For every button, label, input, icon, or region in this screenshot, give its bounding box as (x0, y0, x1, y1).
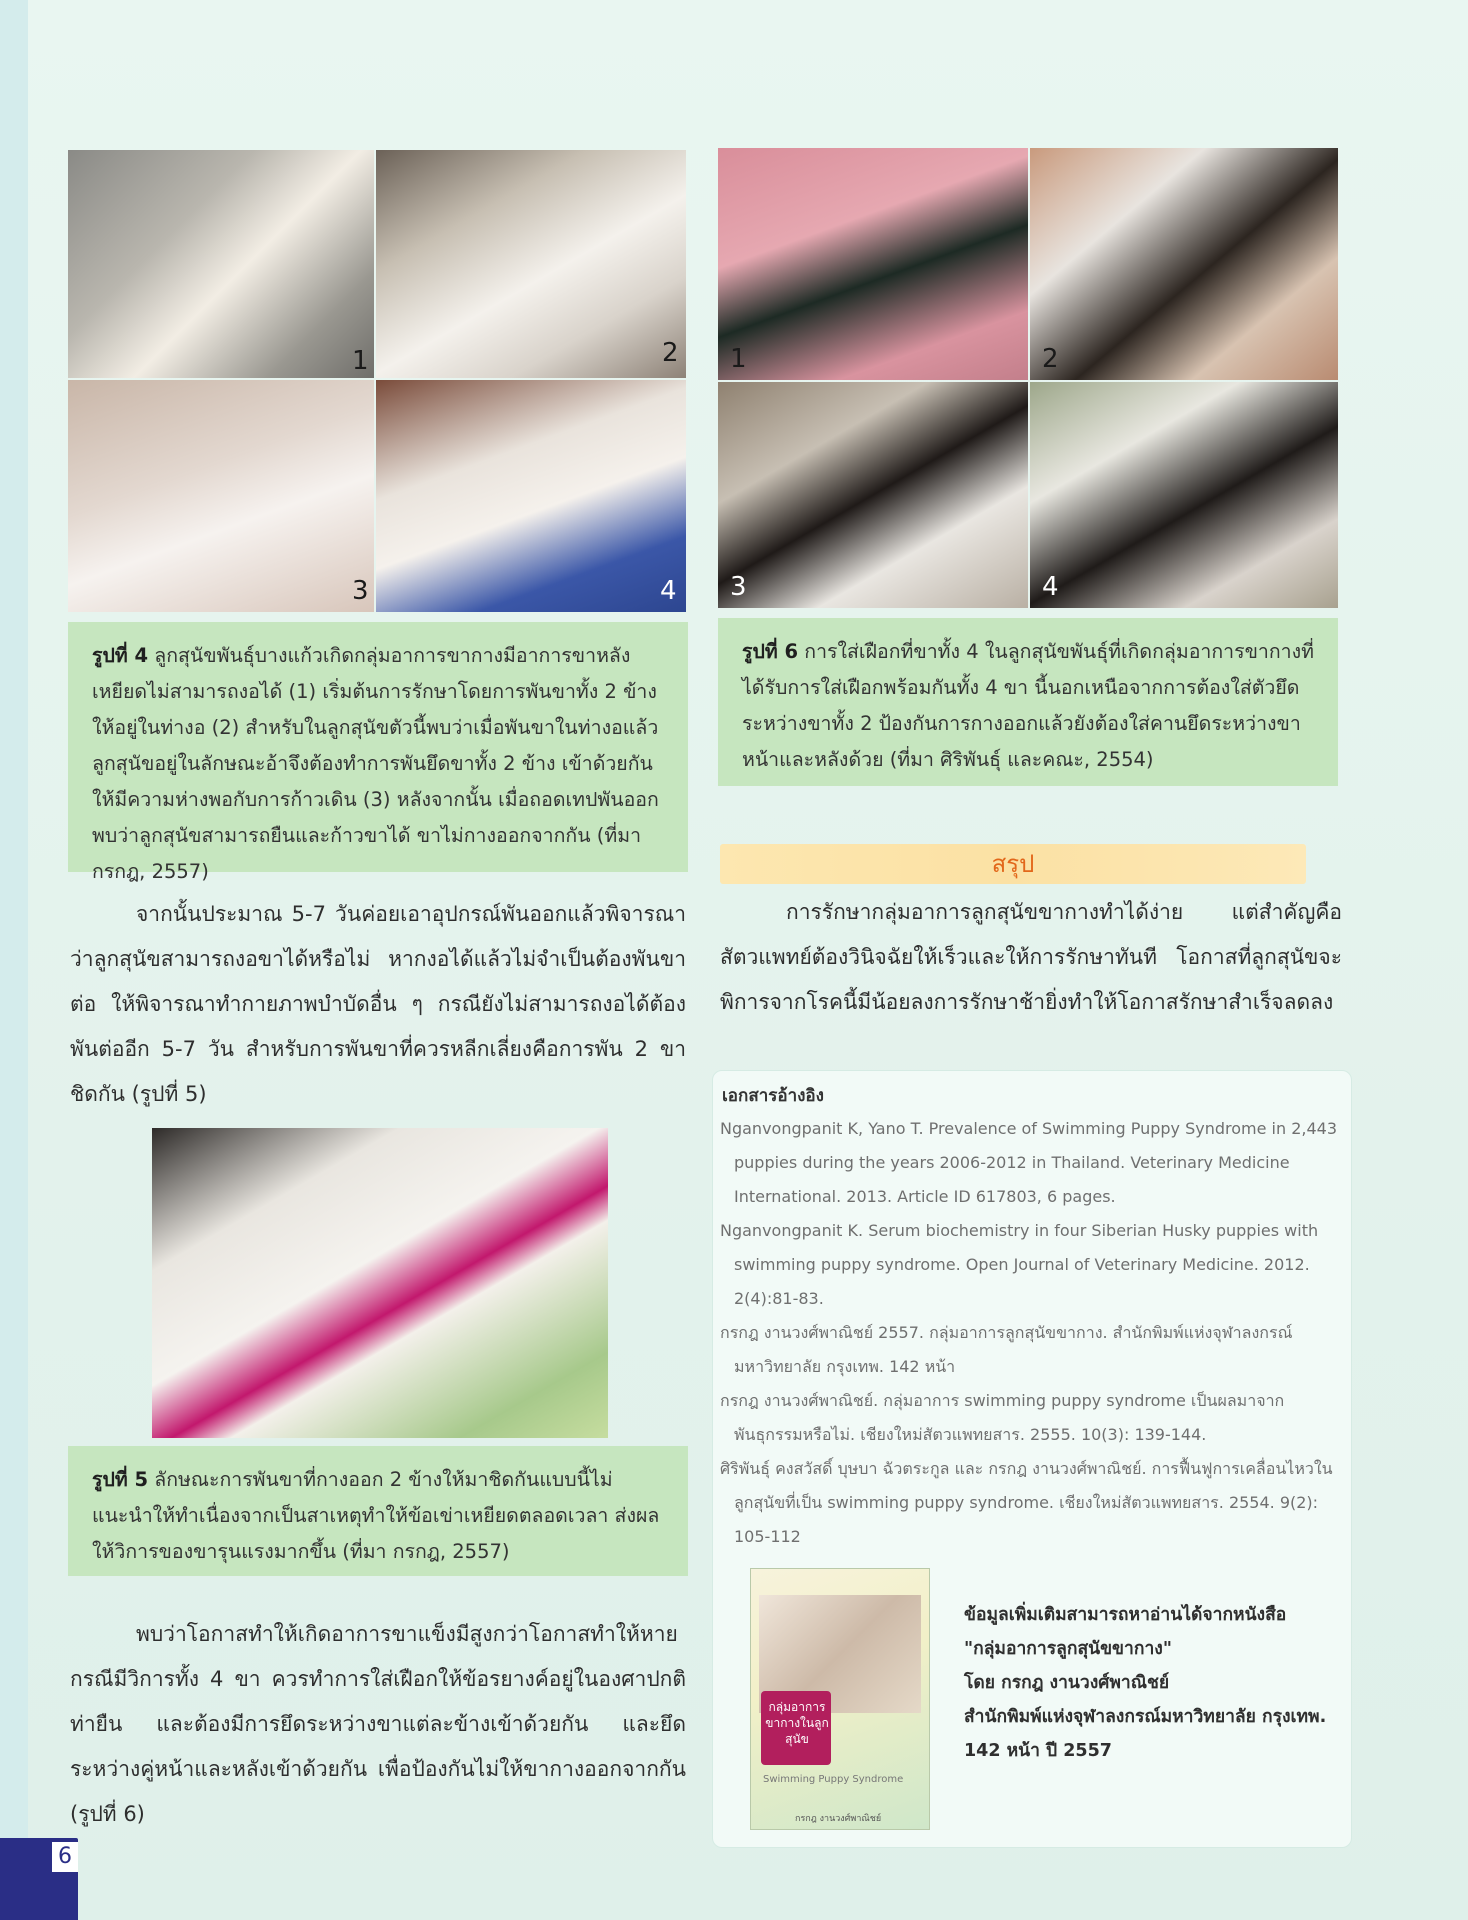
figure4-photo-4 (376, 380, 686, 612)
figure4-photo-1 (68, 150, 374, 378)
book-cover (750, 1568, 930, 1830)
page-number: 6 (52, 1842, 78, 1872)
figure5-caption-text: ลักษณะการพันขาที่กางออก 2 ข้างให้มาชิดกันแบบนี้ไม่แนะนำให้ทำเนื่องจากเป็นสาเหตุทำให้ข้อเข่าเหยียดตลอดเวลา ส่งผลให้วิการของขารุนแรงมากขึ้น (ที่มา กรกฎ, 2557) (92, 1468, 660, 1563)
book-cover-author: กรกฎ งานวงศ์พาณิชย์ (795, 1814, 882, 1824)
summary-heading: สรุป (720, 844, 1306, 884)
book-info-line: 142 หน้า ปี 2557 (964, 1741, 1112, 1761)
figure4-label-1: 1 (352, 346, 369, 376)
book-info-line: สำนักพิมพ์แห่งจุฬาลงกรณ์มหาวิทยาลัย กรุงเทพ. (964, 1707, 1327, 1727)
figure4-label-3: 3 (352, 576, 369, 606)
body-paragraph-2 (70, 1612, 686, 1837)
summary-paragraph (720, 890, 1342, 1025)
figure4-photo-3 (68, 380, 374, 612)
figure4-caption (68, 622, 688, 883)
figure6-photo-4 (1030, 382, 1338, 608)
book-info-line: "กลุ่มอาการลูกสุนัขขากาง" (964, 1639, 1172, 1659)
summary-text: การรักษากลุ่มอาการลูกสุนัขขากางทำได้ง่าย แต่สำคัญคือสัตวแพทย์ต้องวินิจฉัยให้เร็วและให้การรักษาทันที โอกาสที่ลูกสุนัขจะพิการจากโรคนี้มีน้อยลงการรักษาช้ายิ่งทำให้โอกาสรักษาสำเร็จลดลง (720, 900, 1342, 1014)
book-info-line: ข้อมูลเพิ่มเติมสามารถหาอ่านได้จากหนังสือ (964, 1605, 1287, 1625)
figure6-caption (718, 618, 1338, 786)
reference-item: ศิริพันธุ์ คงสวัสดิ์ บุษบา ฉัวตระกูล และ กรกฎ งานวงศ์พาณิชย์. การฟื้นฟูการเคลื่อนไหวในลูกสุนัขที่เป็น swimming puppy syndrome. เชียงใหม่สัตวแพทยสาร. 2554. 9(2): 105-112 (720, 1459, 1333, 1546)
book-info-line: โดย กรกฎ งานวงศ์พาณิชย์ (964, 1673, 1170, 1693)
figure5-photo (152, 1128, 608, 1438)
body-paragraph-1 (70, 892, 686, 1117)
reference-item: Nganvongpanit K, Yano T. Prevalence of Swimming Puppy Syndrome in 2,443 puppies during the years 2006-2012 in Thailand. Veterinary Medicine International. 2013. Article ID 617803, 6 pages. (720, 1119, 1337, 1206)
book-cover-title: กลุ่มอาการขากางในลูกสุนัข (765, 1700, 829, 1746)
references-title: เอกสารอ้างอิง (722, 1086, 824, 1106)
figure6-caption-lead: รูปที่ 6 (742, 640, 799, 663)
figure4-caption-text: ลูกสุนัขพันธุ์บางแก้วเกิดกลุ่มอาการขากางมีอาการขาหลังเหยียดไม่สามารถงอได้ (1) เริ่มต้นการรักษาโดยการพันขาทั้ง 2 ข้าง ให้อยู่ในท่างอ (2) สำหรับในลูกสุนัขตัวนี้พบว่าเมื่อพันขาในท่างอแล้ว ลูกสุนัขอยู่ในลักษณะอ้าจึงต้องทำการพันยึดขาทั้ง 2 ข้าง เข้าด้วยกัน ให้มีความห่างพอกับการก้าวเดิน (3) หลังจากนั้น เมื่อถอดเทปพันออกพบว่าลูกสุนัขสามารถยืนและก้าวขาได้ ขาไม่กางออกจากกัน (ที่มา กรกฎ, 2557) (92, 644, 659, 883)
references-list (720, 1112, 1342, 1554)
figure4-photo-2 (376, 150, 686, 378)
figure6-photo-3 (718, 382, 1028, 608)
figure6-label-2: 2 (1042, 344, 1059, 374)
figure4-caption-lead: รูปที่ 4 (92, 644, 149, 667)
figure6-label-1: 1 (730, 344, 747, 374)
figure5-caption (68, 1446, 688, 1576)
figure6-caption-text: การใส่เฝือกที่ขาทั้ง 4 ในลูกสุนัขพันธุ์ที่เกิดกลุ่มอาการขากางที่ได้รับการใส่เฝือกพร้อมกันทั้ง 4 ขา นี้นอกเหนือจากการต้องใส่ตัวยึดระหว่างขาทั้ง 2 ป้องกันการกางออกแล้วยังต้องใส่คานยึดระหว่างขาหน้าและหลังด้วย (ที่มา ศิริพันธุ์ และคณะ, 2554) (742, 640, 1314, 771)
figure6-label-3: 3 (730, 572, 747, 602)
figure6-photo-1 (718, 148, 1028, 380)
reference-item: กรกฎ งานวงศ์พาณิชย์. กลุ่มอาการ swimming puppy syndrome เป็นผลมาจากพันธุกรรมหรือไม่. เชียงใหม่สัตวแพทยสาร. 2555. 10(3): 139-144. (720, 1391, 1285, 1444)
figure4-label-2: 2 (662, 338, 679, 368)
figure6-label-4: 4 (1042, 572, 1059, 602)
book-info (964, 1598, 1334, 1768)
left-margin-bar (0, 0, 28, 1920)
body-paragraph-2-text: พบว่าโอกาสทำให้เกิดอาการขาแข็งมีสูงกว่าโอกาสทำให้หายกรณีมีวิการทั้ง 4 ขา ควรทำการใส่เฝือกให้ข้อรยางค์อยู่ในองศาปกติท่ายืน และต้องมีการยึดระหว่างขาแต่ละข้างเข้าด้วยกัน และยึดระหว่างคู่หน้าและหลังเข้าด้วยกัน เพื่อป้องกันไม่ให้ขากางออกจากกัน (รูปที่ 6) (70, 1622, 686, 1826)
figure4-label-4: 4 (660, 576, 677, 606)
reference-item: กรกฎ งานวงศ์พาณิชย์ 2557. กลุ่มอาการลูกสุนัขขากาง. สำนักพิมพ์แห่งจุฬาลงกรณ์มหาวิทยาลัย กรุงเทพ. 142 หน้า (720, 1323, 1293, 1376)
book-cover-subtitle: Swimming Puppy Syndrome (763, 1774, 904, 1785)
figure5-caption-lead: รูปที่ 5 (92, 1468, 149, 1491)
reference-item: Nganvongpanit K. Serum biochemistry in four Siberian Husky puppies with swimming puppy syndrome. Open Journal of Veterinary Medicine. 2012. 2(4):81-83. (720, 1221, 1319, 1308)
figure6-photo-2 (1030, 148, 1338, 380)
body-paragraph-1-text: จากนั้นประมาณ 5-7 วันค่อยเอาอุปกรณ์พันออกแล้วพิจารณาว่าลูกสุนัขสามารถงอขาได้หรือไม่ หากงอได้แล้วไม่จำเป็นต้องพันขาต่อ ให้พิจารณาทำกายภาพบำบัดอื่น ๆ กรณียังไม่สามารถงอได้ต้องพันต่ออีก 5-7 วัน สำหรับการพันขาที่ควรหลีกเลี่ยงคือการพัน 2 ขาชิดกัน (รูปที่ 5) (70, 902, 686, 1106)
